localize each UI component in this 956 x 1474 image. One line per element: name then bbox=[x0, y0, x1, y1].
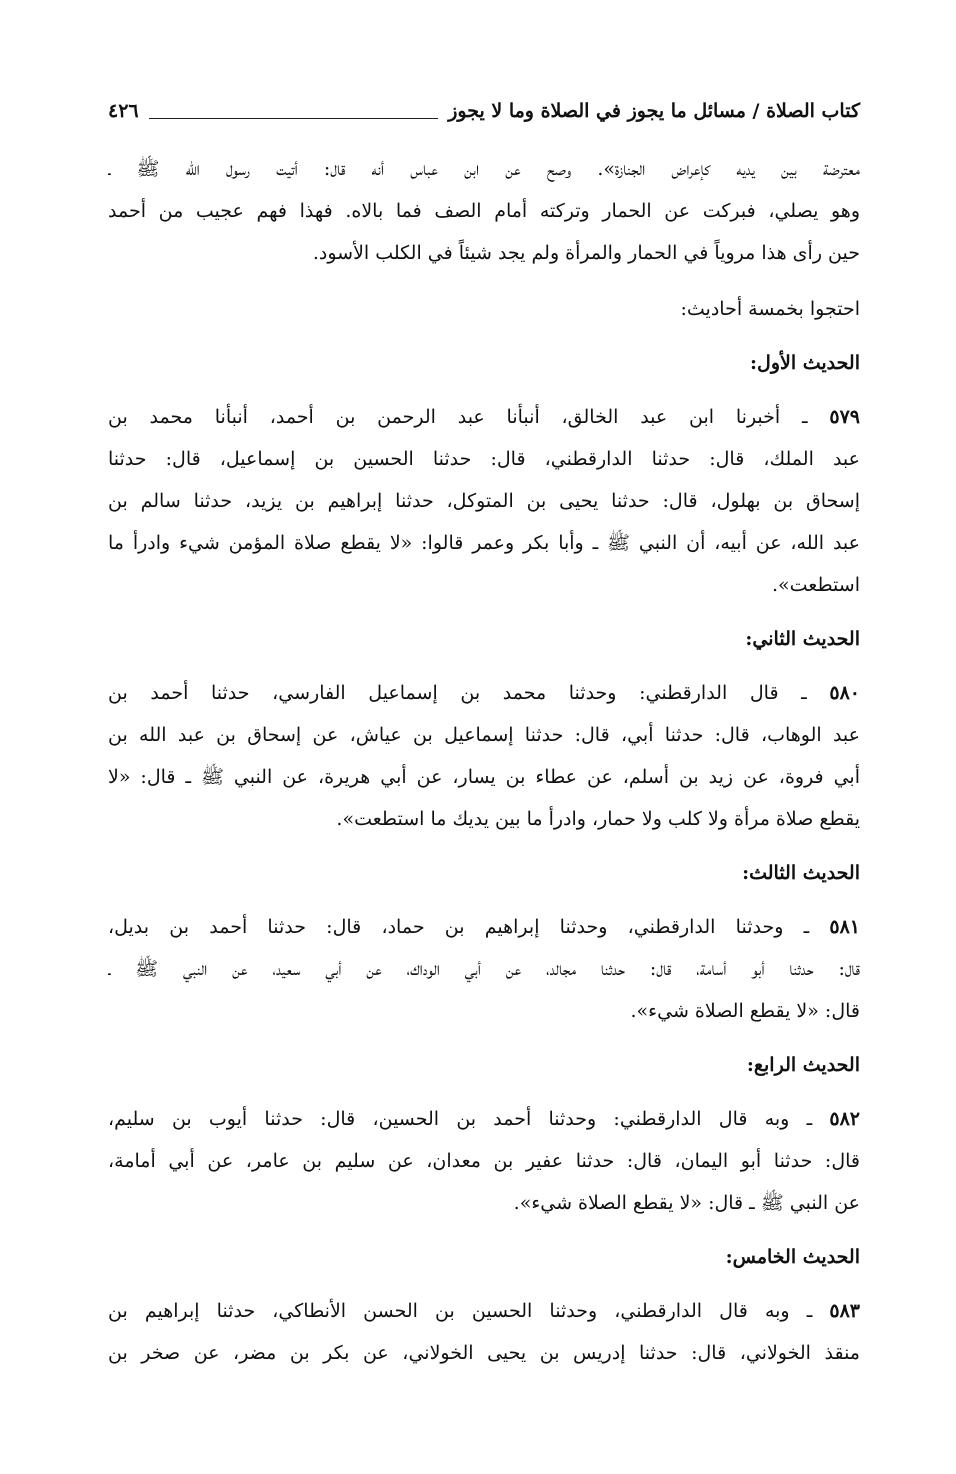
text-line: وهو يصلي، فبركت عن الحمار وتركته أمام الصف فما بالاه. فهذا فهم عجيب من أحمد bbox=[108, 200, 860, 222]
header-rule bbox=[149, 118, 439, 119]
hadith-number: ٥٨١ bbox=[829, 916, 860, 938]
running-header bbox=[108, 94, 860, 128]
text-line: قال: حدثنا أبو اليمان، قال: حدثنا عفير بن معدان، عن سليم بن عامر، عن أبي أمامة، bbox=[108, 1150, 860, 1172]
hadith-paragraph-2 bbox=[108, 672, 860, 840]
text-line: حين رأى هذا مروياً في الحمار والمرأة ولم يجد شيئاً في الكلب الأسود. bbox=[312, 242, 860, 264]
page-number: ٤٢٦ bbox=[108, 100, 139, 122]
hadith-heading-4: الحديث الرابع: bbox=[746, 1054, 860, 1076]
text-line: ٥٨٣ ـ وبه قال الدارقطني، وحدثنا الحسين بن الحسن الأنطاكي، حدثنا إبراهيم بن bbox=[108, 1300, 860, 1322]
hadith-number: ٥٨٠ bbox=[829, 682, 860, 704]
text-line: ٥٨٢ ـ وبه قال الدارقطني: وحدثنا أحمد بن الحسين، قال: حدثنا أيوب بن سليم، bbox=[108, 1108, 860, 1130]
text-line: أبي فروة، عن زيد بن أسلم، عن عطاء بن يسار، عن أبي هريرة، عن النبي ﷺ ـ قال: «لا bbox=[108, 766, 860, 788]
text-line: عبد الملك، قال: حدثنا الدارقطني، قال: حدثنا الحسين بن إسماعيل، قال: حدثنا bbox=[108, 448, 860, 470]
text-line: قال: «لا يقطع الصلاة شيء». bbox=[630, 1000, 860, 1022]
hadith-number: ٥٨٢ bbox=[829, 1108, 860, 1130]
book-page bbox=[108, 0, 860, 1474]
hadith-heading-3: الحديث الثالث: bbox=[742, 862, 860, 884]
running-title: كتاب الصلاة / مسائل ما يجوز في الصلاة وما لا يجوز bbox=[448, 100, 860, 122]
hadith-number: ٥٧٩ bbox=[829, 406, 860, 428]
text-line: إسحاق بن بهلول، قال: حدثنا يحيى بن المتوكل، حدثنا إبراهيم بن يزيد، حدثنا سالم بن bbox=[108, 490, 860, 512]
hadith-heading-5: الحديث الخامس: bbox=[725, 1246, 860, 1268]
hadith-paragraph-5 bbox=[108, 1290, 860, 1374]
hadith-paragraph-4 bbox=[108, 1098, 860, 1224]
argued-paragraph bbox=[108, 288, 860, 330]
text-line: عبد الوهاب، قال: حدثنا أبي، قال: حدثنا إسماعيل بن عياش، عن إسحاق بن عبد الله بن bbox=[108, 724, 860, 746]
intro-paragraph bbox=[108, 148, 860, 274]
page-content bbox=[108, 148, 860, 1388]
hadith-heading-2: الحديث الثاني: bbox=[745, 628, 860, 650]
text-line: احتجوا بخمسة أحاديث: bbox=[680, 298, 860, 320]
hadith-paragraph-3 bbox=[108, 906, 860, 1032]
hadith-paragraph-1 bbox=[108, 396, 860, 606]
text-line: عبد الله، عن أبيه، أن النبي ﷺ ـ وأبا بكر وعمر قالوا: «لا يقطع صلاة المؤمن شيء وادرأ ما bbox=[108, 532, 860, 554]
text-line: ٥٨٠ ـ قال الدارقطني: وحدثنا محمد بن إسماعيل الفارسي، حدثنا أحمد بن bbox=[108, 682, 860, 704]
text-line: معترضة بين يديه كإعراض الجنازة». وصح عن ابن عباس أنه قال: أتيت رسول الله ﷺ ـ bbox=[108, 158, 860, 180]
text-line: ٥٧٩ ـ أخبرنا ابن عبد الخالق، أنبأنا عبد الرحمن بن أحمد، أنبأنا محمد بن bbox=[108, 406, 860, 428]
hadith-heading-1: الحديث الأول: bbox=[750, 352, 860, 374]
text-line: استطعت». bbox=[771, 574, 860, 596]
text-line: قال: حدثنا أبو أسامة، قال: حدثنا مجالد، عن أبي الوداك، عن أبي سعيد، عن النبي ﷺ ـ bbox=[108, 958, 860, 980]
text-line: منقذ الخولاني، قال: حدثنا إدريس بن يحيى الخولاني، عن بكر بن مضر، عن صخر بن bbox=[108, 1342, 860, 1364]
text-line: يقطع صلاة مرأة ولا كلب ولا حمار، وادرأ ما بين يديك ما استطعت». bbox=[336, 808, 860, 830]
text-line: عن النبي ﷺ ـ قال: «لا يقطع الصلاة شيء». bbox=[513, 1192, 860, 1214]
hadith-number: ٥٨٣ bbox=[829, 1300, 860, 1322]
text-line: ٥٨١ ـ وحدثنا الدارقطني، وحدثنا إبراهيم بن حماد، قال: حدثنا أحمد بن بديل، bbox=[108, 916, 860, 938]
